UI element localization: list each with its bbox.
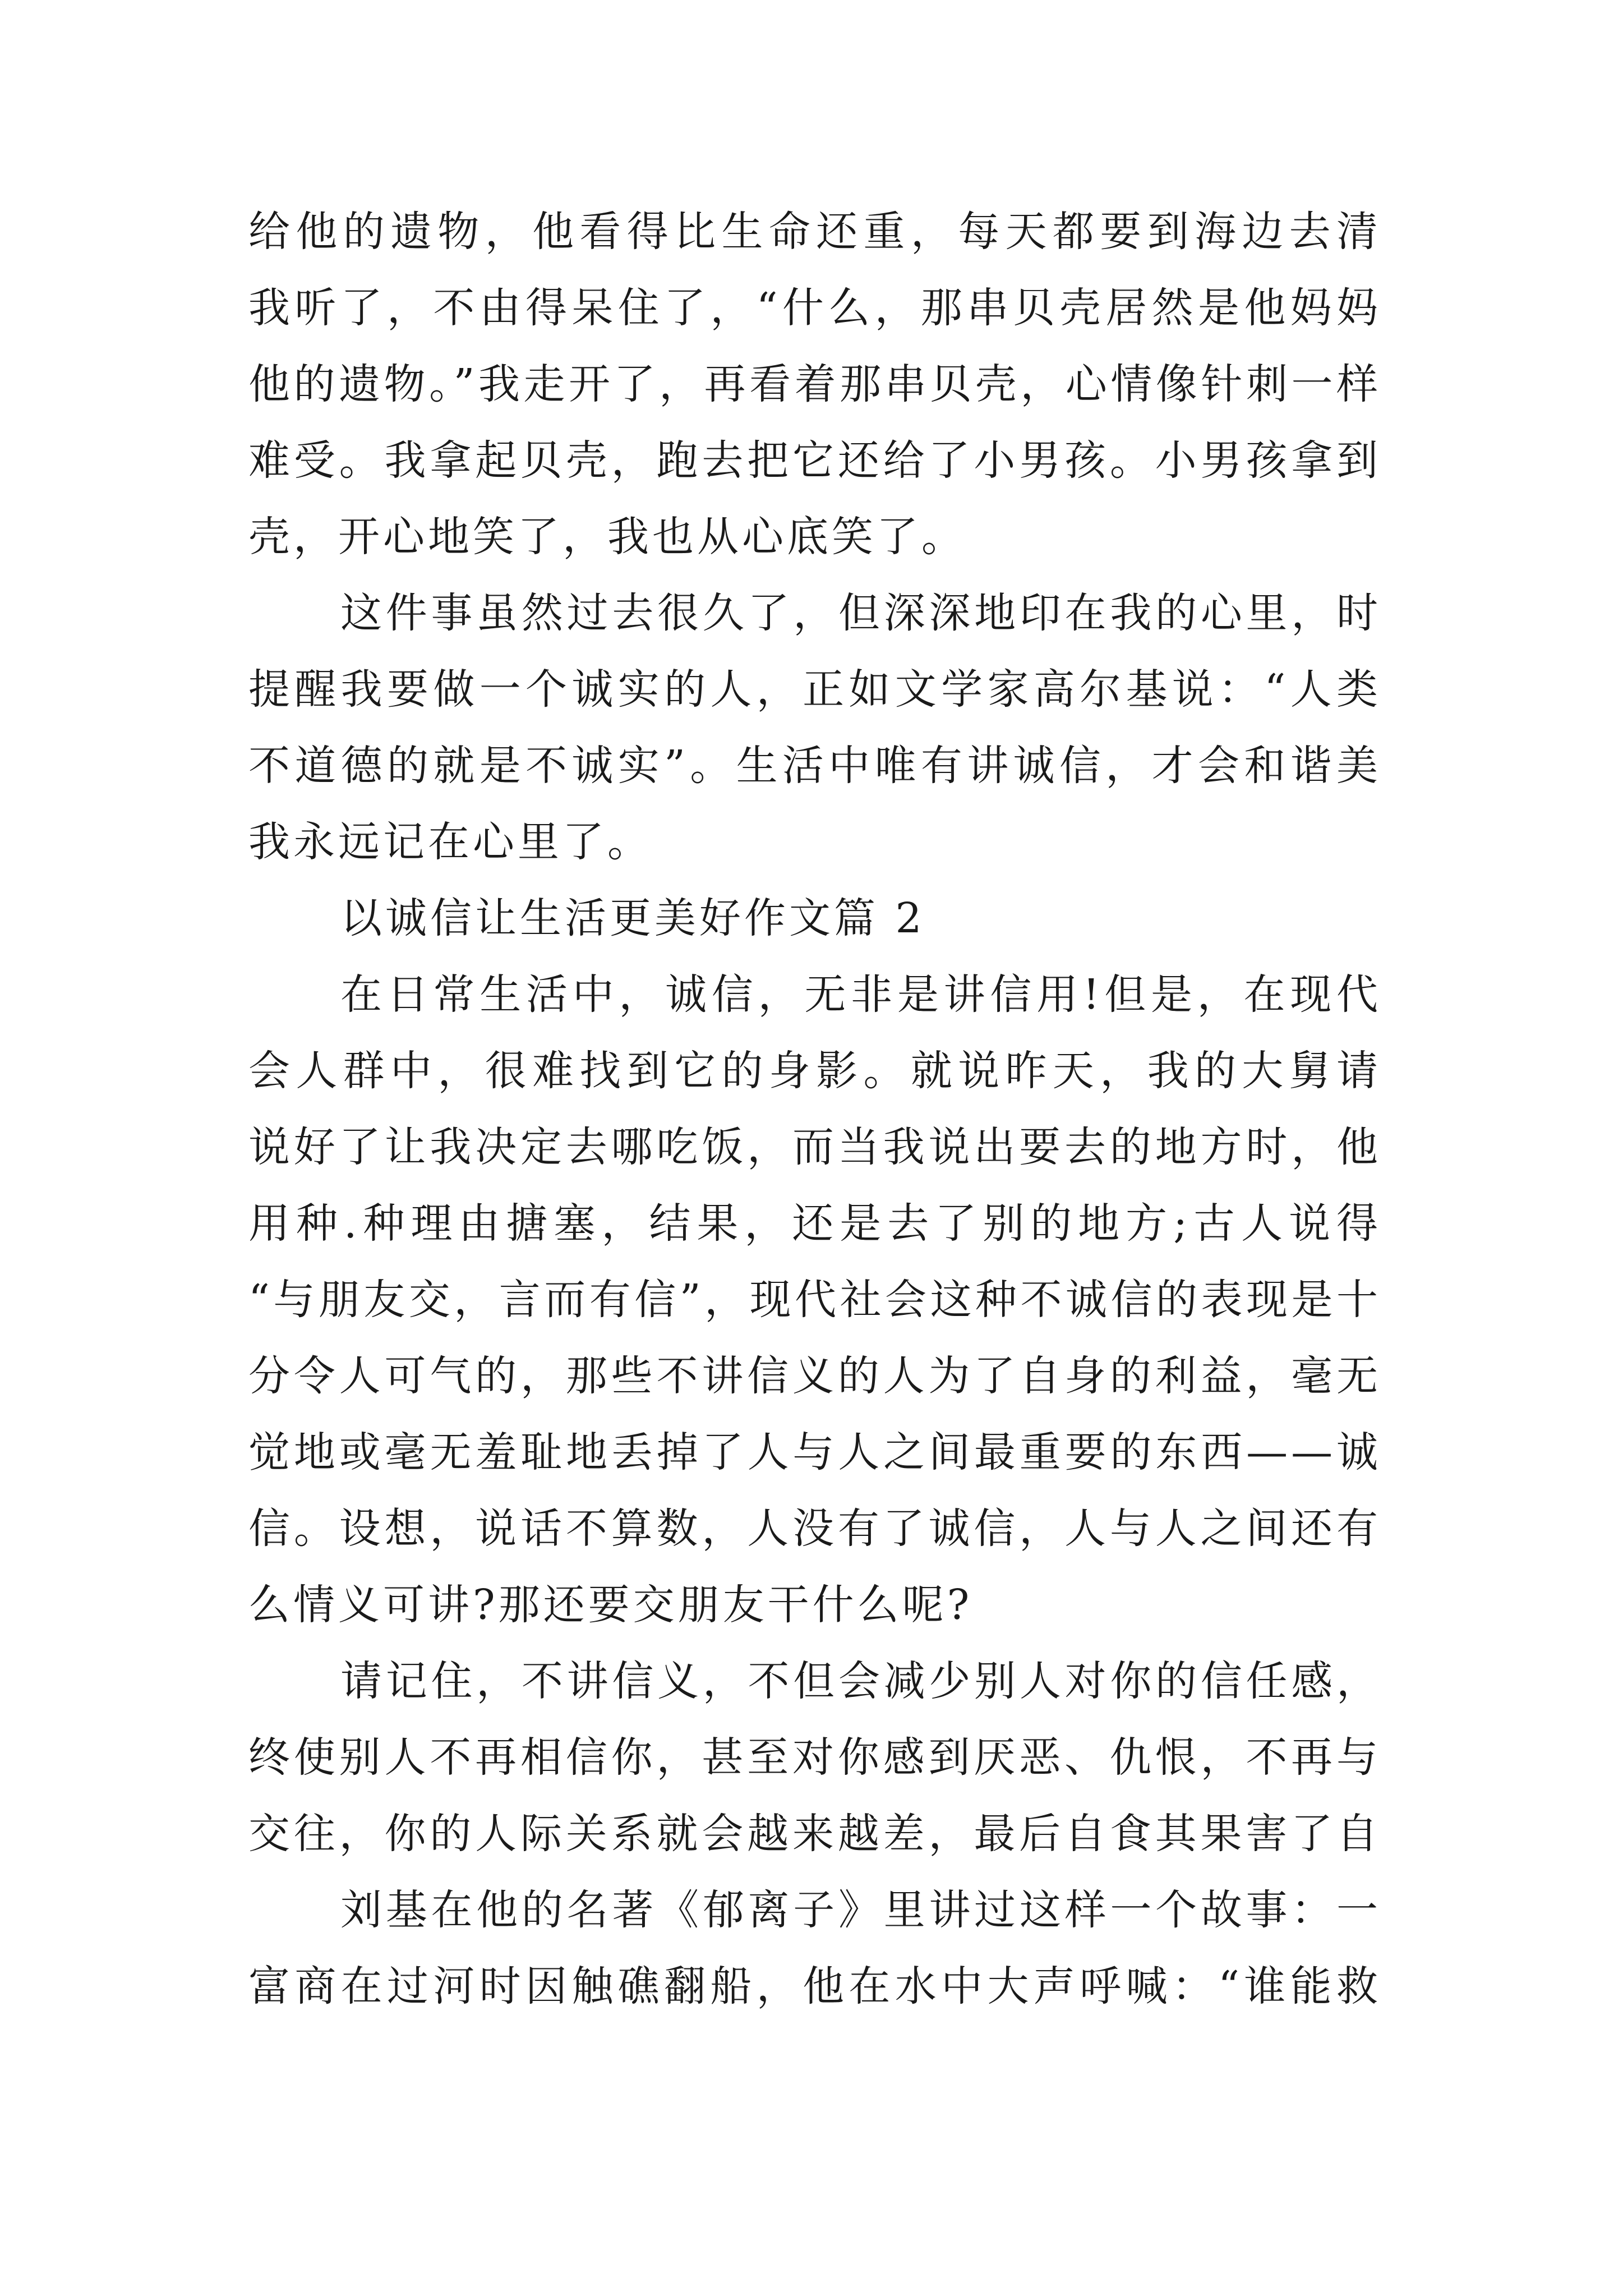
- text-line: 提醒我要做一个诚实的人，正如文学家高尔基说：“人类: [248, 665, 1381, 714]
- text-line: 这件事虽然过去很久了，但深深地印在我的心里，时: [340, 589, 1381, 637]
- text-line: 我永远记在心里了。: [248, 818, 652, 866]
- text-line: 不道德的就是不诚实”。生活中唯有讲诚信，才会和谐美: [248, 742, 1381, 790]
- text-line: 信。设想，说话不算数，人没有了诚信，人与人之间还有: [248, 1504, 1381, 1553]
- document-body: [248, 194, 1381, 2024]
- text-line: 在日常生活中，诚信，无非是讲信用!但是，在现代: [340, 970, 1381, 1019]
- text-line: 么情义可讲?那还要交朋友干什么呢?: [248, 1581, 973, 1629]
- text-line: 请记住，不讲信义，不但会减少别人对你的信任感，: [340, 1657, 1381, 1705]
- text-line: 以诚信让生活更美好作文篇 2: [340, 894, 925, 942]
- text-line: 觉地或毫无羞耻地丢掉了人与人之间最重要的东西——诚: [248, 1428, 1381, 1476]
- text-line: 说好了让我决定去哪吃饭，而当我说出要去的地方时，他: [248, 1123, 1381, 1171]
- text-line: 分令人可气的，那些不讲信义的人为了自身的利益，毫无: [248, 1352, 1381, 1400]
- text-line: 交往，你的人际关系就会越来越差，最后自食其果害了自: [248, 1810, 1381, 1858]
- text-line: 富商在过河时因触礁翻船，他在水中大声呼喊：“谁能救: [248, 1962, 1381, 2010]
- text-line: 难受。我拿起贝壳，跑去把它还给了小男孩。小男孩拿到: [248, 436, 1381, 485]
- text-line: 刘基在他的名著《郁离子》里讲过这样一个故事：一: [340, 1886, 1381, 1934]
- text-line: “与朋友交，言而有信”，现代社会这种不诚信的表现是十: [248, 1276, 1381, 1324]
- text-line: 他的遗物。”我走开了，再看着那串贝壳，心情像针刺一样: [248, 360, 1381, 408]
- text-line: 终使别人不再相信你，甚至对你感到厌恶、仇恨，不再与: [248, 1733, 1381, 1782]
- text-line: 我听了，不由得呆住了，“什么，那串贝壳居然是他妈妈: [248, 284, 1381, 332]
- text-line: 会人群中，很难找到它的身影。就说昨天，我的大舅请: [248, 1047, 1381, 1095]
- text-line: 用种.种理由搪塞，结果，还是去了别的地方;古人说得: [248, 1199, 1381, 1248]
- text-line: 给他的遗物，他看得比生命还重，每天都要到海边去清: [248, 208, 1381, 256]
- text-line: 壳，开心地笑了，我也从心底笑了。: [248, 513, 966, 561]
